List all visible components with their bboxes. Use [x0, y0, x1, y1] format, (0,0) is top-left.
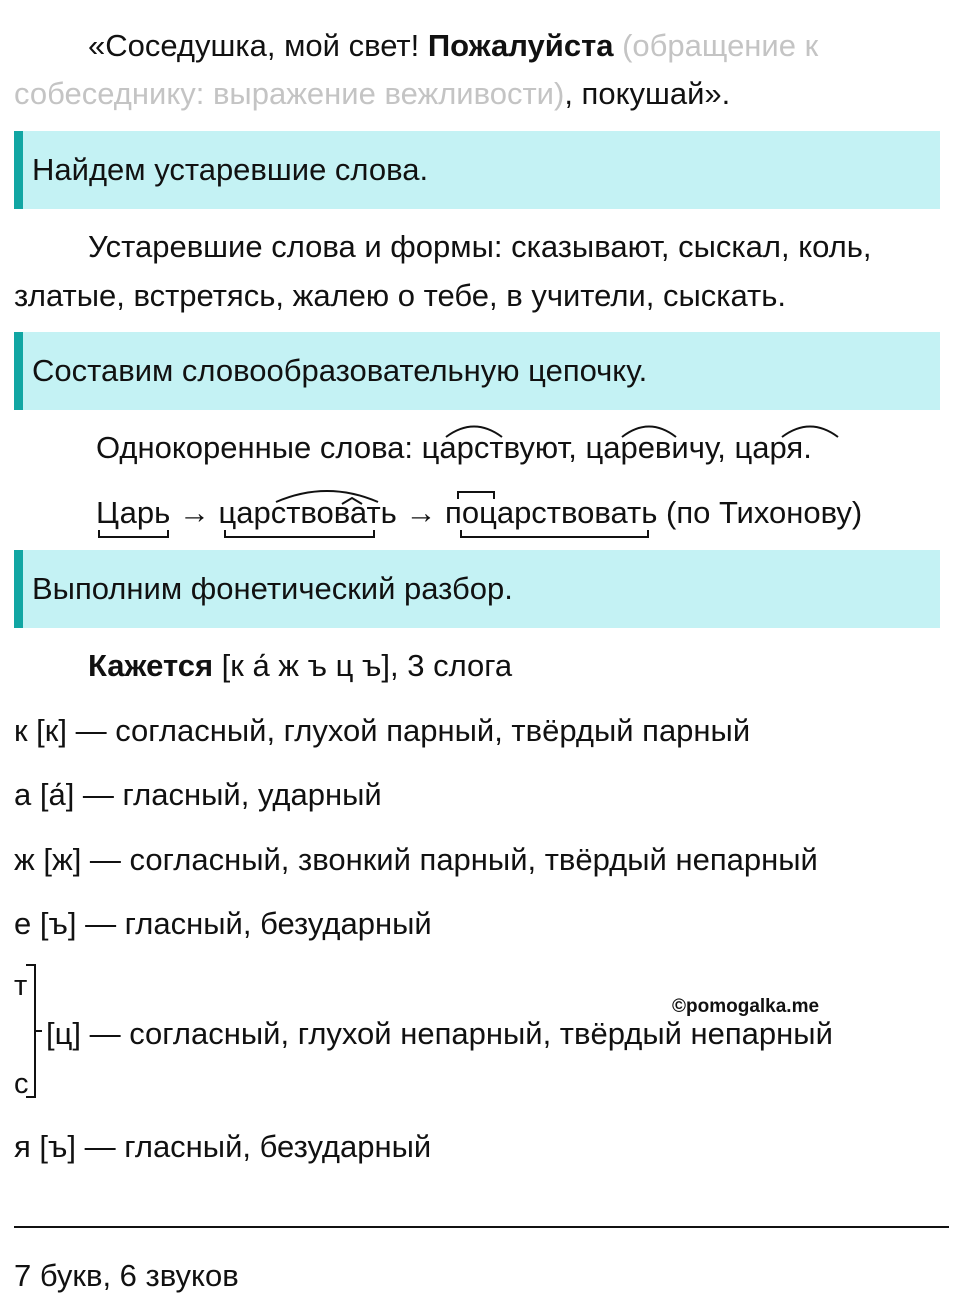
- phonetic-transcription: [к а́ ж ъ ц ъ], 3 слога: [213, 648, 513, 683]
- separator: ,: [568, 430, 586, 465]
- root-arc-icon: [782, 427, 838, 438]
- phonetic-row: к [к] — согласный, глухой парный, твёрдый парный: [14, 713, 751, 748]
- base-underline-icon: [99, 530, 168, 537]
- cognate-word-2: царевичу: [585, 430, 718, 465]
- phonetic-row: а [а́] — гласный, ударный: [14, 777, 382, 812]
- arrow-icon: →: [170, 495, 219, 530]
- period: .: [803, 430, 812, 465]
- cognates-label: Однокоренные слова:: [96, 430, 422, 465]
- divider: [14, 1226, 949, 1228]
- root-arc-icon: [446, 427, 502, 438]
- archaic-line-2: златые, встретясь, жалею о тебе, в учители, сыскать.: [14, 278, 787, 313]
- base-underline-icon: [225, 530, 374, 537]
- phonetic-word: Кажется: [88, 648, 214, 683]
- section-title: Выполним фонетический разбор.: [32, 571, 513, 606]
- base-underline-icon: [461, 530, 648, 537]
- chain-word-2: царствовать: [218, 495, 397, 530]
- phonetic-row: я [ъ] — гласный, безударный: [14, 1129, 432, 1164]
- cognate-word-1: царствуют: [421, 430, 569, 465]
- phonetic-heading: [88, 642, 512, 690]
- suffix-mark-icon: [342, 498, 362, 504]
- quote-note-2: собеседнику: выражение вежливости): [14, 76, 565, 111]
- chain-source: (по Тихонову): [657, 495, 863, 530]
- section-title: Найдем устаревшие слова.: [32, 152, 429, 187]
- quote-open: «Соседушка, мой свет!: [88, 28, 428, 63]
- quote-bold-word: Пожалуйста: [427, 28, 614, 63]
- section-title: Составим словообразовательную цепочку.: [32, 353, 648, 388]
- watermark: ©pomogalka.me: [672, 996, 820, 1017]
- bracket-letter-top: т: [14, 970, 28, 1002]
- bracket-letter-bottom: с: [14, 1068, 29, 1100]
- archaic-line-1: Устаревшие слова и формы: сказывают, сыскал, коль,: [88, 229, 872, 264]
- arrow-icon: →: [396, 495, 446, 530]
- chain-word-1: Царь: [96, 495, 171, 530]
- root-arc-icon: [622, 427, 676, 438]
- quote-note-1: (обращение к: [613, 28, 819, 63]
- phonetic-row: ж [ж] — согласный, звонкий парный, твёрдый непарный: [14, 842, 818, 877]
- phonetic-row-ts: [ц] — согласный, глухой непарный, твёрдый непарный: [46, 1016, 833, 1051]
- chain-word-3: поцарствовать: [445, 495, 658, 530]
- phonetic-row: е [ъ] — гласный, безударный: [14, 906, 432, 941]
- cognate-word-3: царя: [734, 430, 804, 465]
- prefix-mark-icon: [458, 492, 494, 499]
- root-arc-icon: [276, 491, 378, 502]
- phonetic-summary: 7 букв, 6 звуков: [14, 1258, 239, 1293]
- quote-close: , покушай».: [564, 76, 731, 111]
- separator: ,: [717, 430, 735, 465]
- section-header-phonetic: [14, 550, 940, 628]
